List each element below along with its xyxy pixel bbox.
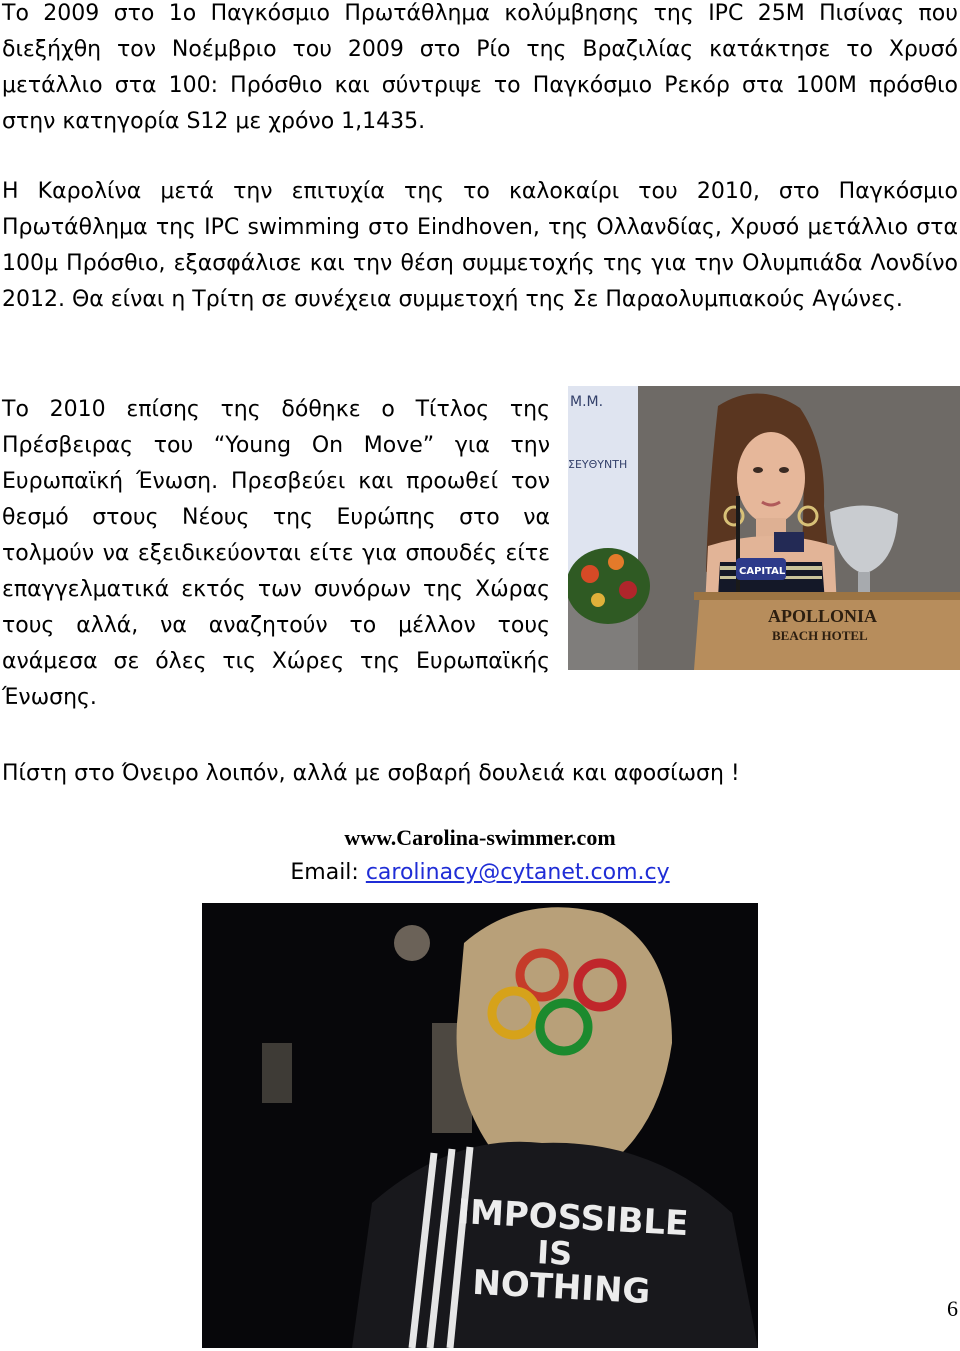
- email-label: Email:: [290, 860, 366, 885]
- email-line: [0, 856, 960, 890]
- shirt-text-3: NOTHING: [471, 1262, 652, 1313]
- page-number: 6: [947, 1296, 958, 1321]
- podium-photo: [568, 386, 960, 670]
- jacket-photo: [202, 903, 758, 1348]
- banner-text-1: Μ.Μ.: [570, 394, 604, 410]
- motto-text: Πίστη στο Όνειρο λοιπόν, αλλά με σοβαρή δουλειά και αφοσίωση !: [2, 761, 740, 786]
- shirt-text-1: IMPOSSIBLE: [456, 1192, 690, 1245]
- paragraph-eindhoven-2010: Η Καρολίνα μετά την επιτυχία της το καλοκαίρι του 2010, στο Παγκόσμιο Πρωτάθλημα της IPC swimming στο Eindhoven, της Ολλανδίας, Χρυσό μετάλλιο στα 100μ Πρόσθιο, εξασφάλισε και την θέση συμμετοχής της για την Ολυμπιάδα Λονδίνο 2012. Θα είναι η Τρίτη σε συνέχεια συμμετοχή της Σε Παραολυμπιακούς Αγώνες.: [2, 179, 958, 312]
- banner-text-2: ΣΕΥΘΥΝΤΗ: [568, 458, 628, 471]
- paragraph-young-on-move: Το 2010 επίσης της δόθηκε ο Τίτλος της Πρέσβειρας του “Young On Move” για την Ευρωπαϊκή Ένωση. Πρεσβεύει και προωθεί τον θεσμό στους Νέους της Ευρώπης στο να τολμούν να εξειδικεύονται είτε για σπουδές είτε επαγγελματικά εκτός των συνόρων της Χώρας τους αλλά, να αναζητούν το μέλλον τους ανάμεσα σε όλες τις Χώρες της Ευρωπαϊκής Ένωσης.: [2, 397, 550, 710]
- paragraph-ipc-2009: Το 2009 στο 1ο Παγκόσμιο Πρωτάθλημα κολύμβησης της IPC 25M Πισίνας που διεξήχθη τον Νοέμβριο του 2009 στο Ρίο της Βραζιλίας κατάκτησε το Χρυσό μετάλλιο στα 100: Πρόσθιο και σύντριψε το Παγκόσμιο Ρεκόρ στα 100M πρόσθιο στην κατηγορία S12 με χρόνο 1,1435.: [2, 1, 958, 134]
- shirt-text-2: IS: [536, 1233, 574, 1273]
- podium-text-2: BEACH HOTEL: [772, 628, 868, 643]
- website-text: www.Carolina-swimmer.com: [344, 825, 616, 850]
- mic-label: CAPITAL: [739, 566, 786, 577]
- email-link[interactable]: carolinacy@cytanet.com.cy: [365, 860, 670, 885]
- podium-text-1: APOLLONIA: [768, 606, 878, 626]
